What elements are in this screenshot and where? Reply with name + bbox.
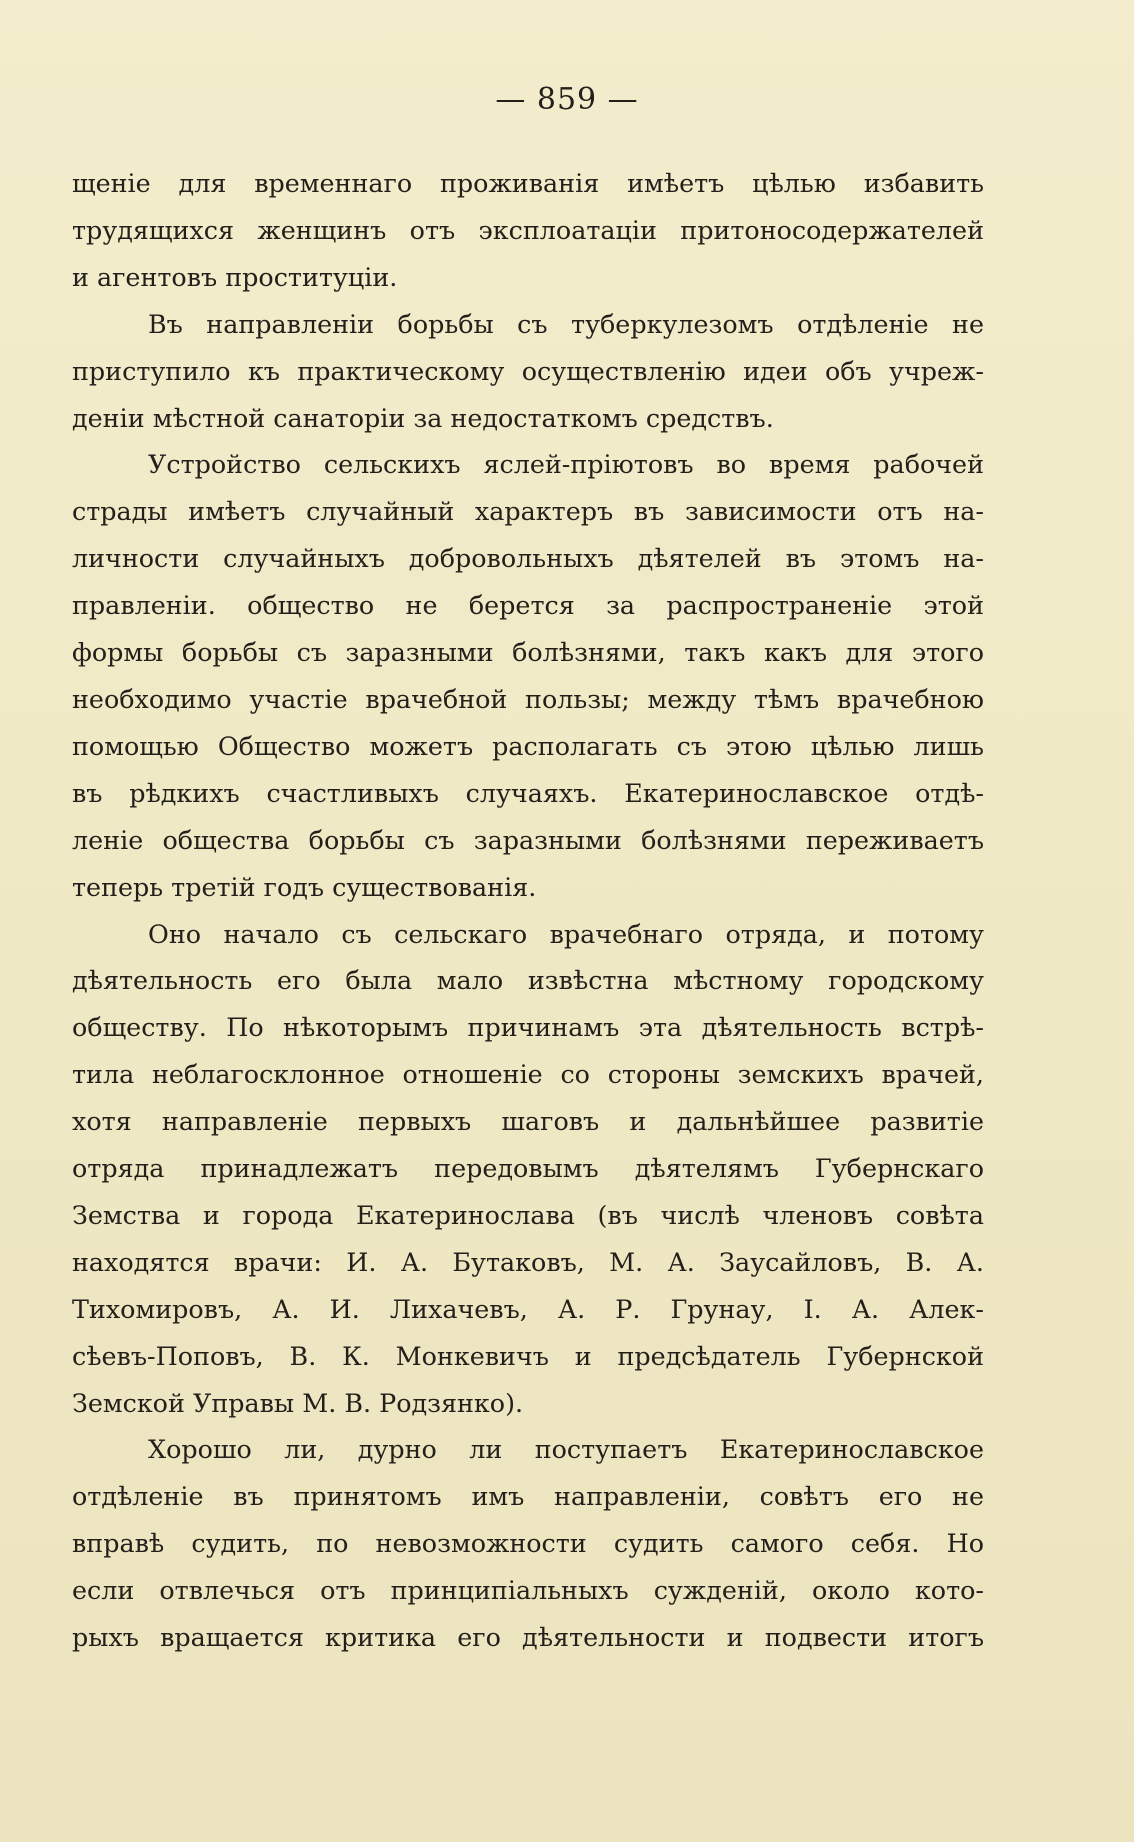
text-line: сѣевъ-Поповъ, В. К. Монкевичъ и предсѣдатель Губернской: [72, 1340, 984, 1371]
text-line: хотя направленіе первыхъ шаговъ и дальнѣйшее развитіе: [72, 1106, 984, 1137]
text-line: помощью Общество можетъ располагать съ этою цѣлью лишь: [72, 730, 984, 761]
text-line: трудящихся женщинъ отъ эксплоатаціи притоносодержателей: [72, 214, 984, 245]
text-line: вправѣ судить, по невозможности судить самого себя. Но: [72, 1528, 984, 1559]
body-text: [72, 160, 984, 1661]
text-line: деніи мѣстной санаторіи за недостаткомъ средствъ.: [72, 402, 774, 433]
text-line: Хорошо ли, дурно ли поступаетъ Екатеринославское: [148, 1434, 984, 1465]
text-line: щеніе для временнаго проживанія имѣетъ цѣлью избавить: [72, 168, 984, 198]
text-line: дѣятельность его была мало извѣстна мѣстному городскому: [72, 965, 984, 996]
text-line: обществу. По нѣкоторымъ причинамъ эта дѣятельность встрѣ-: [72, 1012, 984, 1043]
text-line: необходимо участіе врачебной пользы; между тѣмъ врачебною: [72, 683, 984, 714]
text-line: Въ направленіи борьбы съ туберкулезомъ отдѣленіе не: [148, 308, 984, 339]
text-line: рыхъ вращается критика его дѣятельности и подвести итогъ: [72, 1622, 984, 1653]
text-line: если отвлечься отъ принципіальныхъ сужденій, около кото-: [72, 1575, 984, 1606]
text-line: и агентовъ проституціи.: [72, 261, 398, 292]
text-line: тила неблагосклонное отношеніе со стороны земскихъ врачей,: [72, 1059, 984, 1090]
text-line: отдѣленіе въ принятомъ имъ направленіи, совѣтъ его не: [72, 1481, 984, 1512]
paragraph: [72, 1426, 984, 1661]
text-line: находятся врачи: И. А. Бутаковъ, М. А. Заусайловъ, В. А.: [72, 1246, 984, 1277]
paragraph: [72, 441, 984, 910]
text-line: Земства и города Екатеринослава (въ числѣ членовъ совѣта: [72, 1199, 984, 1230]
text-line: приступило къ практическому осуществленію идеи объ учреж-: [72, 355, 984, 386]
text-line: леніе общества борьбы съ заразными болѣзнями переживаетъ: [72, 824, 984, 855]
text-line: теперь третій годъ существованія.: [72, 871, 537, 902]
text-line: Устройство сельскихъ яслей-пріютовъ во время рабочей: [148, 449, 984, 480]
text-line: страды имѣетъ случайный характеръ въ зависимости отъ на-: [72, 496, 984, 527]
text-line: въ рѣдкихъ счастливыхъ случаяхъ. Екатеринославское отдѣ-: [72, 777, 984, 808]
paragraph: [72, 160, 984, 301]
text-line: Земской Управы М. В. Родзянко).: [72, 1387, 524, 1418]
paragraph: [72, 301, 984, 442]
paragraph: [72, 911, 984, 1427]
page-number: — 859 —: [495, 82, 639, 117]
text-line: формы борьбы съ заразными болѣзнями, такъ какъ для этого: [72, 637, 984, 668]
text-line: личности случайныхъ добровольныхъ дѣятелей въ этомъ на-: [72, 543, 984, 574]
text-line: Тихомировъ, А. И. Лихачевъ, А. Р. Грунау, І. А. Алек-: [72, 1293, 984, 1324]
text-line: Оно начало съ сельскаго врачебнаго отряда, и потому: [148, 918, 984, 949]
text-line: правленіи. общество не берется за распространеніе этой: [72, 590, 984, 621]
text-line: отряда принадлежатъ передовымъ дѣятелямъ Губернскаго: [72, 1153, 984, 1184]
